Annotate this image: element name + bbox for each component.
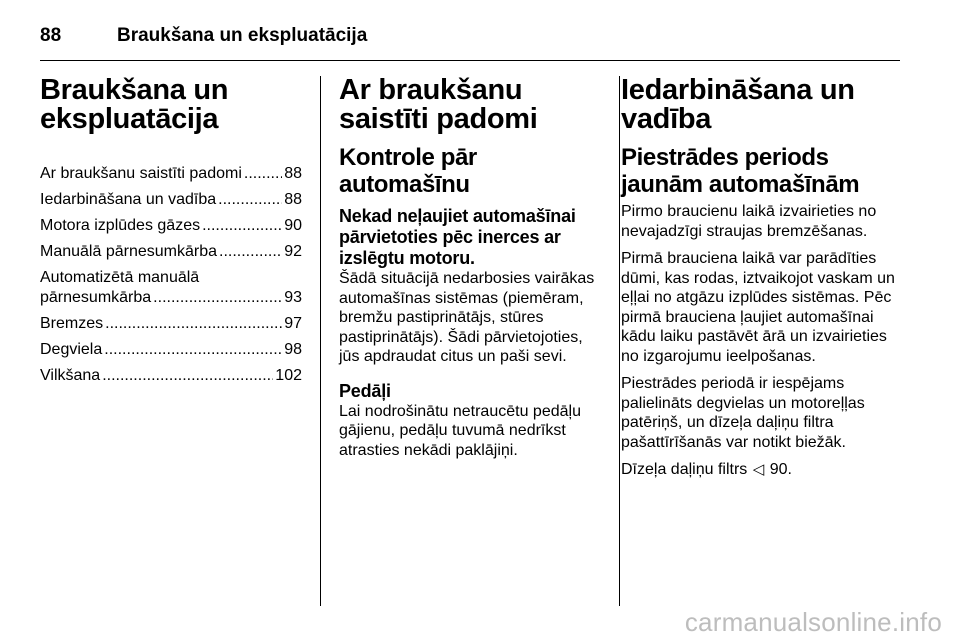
toc-entry-title: Bremzes [40,314,104,332]
column-divider-1 [320,76,321,606]
toc-leader [153,288,282,308]
toc-entry-page: 98 [284,340,302,358]
toc-entry-page: 93 [284,288,302,306]
toc-leader [202,216,282,236]
toc-entry-title: Iedarbināšana un vadība [40,191,217,208]
section2-heading: Pedāļi [339,380,391,401]
toc-entry[interactable] [40,242,302,262]
watermark-text: carmanualsonline.info [684,607,942,637]
section-subheading: Piestrādes periods jaunām automašīnām [621,144,860,198]
column-1 [40,76,302,392]
toc-entry[interactable] [40,340,302,360]
header-rule [40,60,900,61]
toc-entry-page: 88 [284,191,302,208]
chapter-title: Braukšana un ekspluatācija [40,74,229,135]
toc-leader [244,164,282,184]
toc-entry[interactable] [40,314,302,334]
table-of-contents [40,164,302,385]
section1-text: Šādā situācijā nedarbosies vairākas automašīnas sistēmas (piemēram, bremžu pastiprinātājs, stūres pastiprinātājs). Šādi pārvietojoties, jūs apdraudat citus un paši sevi. [339,270,595,365]
section-heading: Iedarbināšana un vadība [621,74,855,135]
section1-heading: Nekad neļaujiet automašīnai pārvietoties pēc inerces ar izslēgtu motoru. [339,206,576,268]
page-header [40,14,900,58]
toc-entry-page: 102 [275,366,302,384]
toc-entry[interactable] [40,366,302,386]
column-2 [339,76,603,468]
paragraph: Pirmo braucienu laikā izvairieties no nevajadzīgi straujas bremzēšanas. [621,203,877,240]
toc-entry-page: 97 [284,314,302,332]
reference-text: Dīzeļa daļiņu filtrs [621,461,748,478]
toc-leader [102,366,273,386]
toc-entry-page: 90 [284,217,302,234]
paragraph: Pirmā brauciena laikā var parādīties dūmi, kas rodas, iztvaikojot vaskam un eļļai no atgāzu izplūdes sistēmas. Pēc pirmā brauciena ļaujiet automašīnai kādu laiku pastāvēt ārā un izvairieties no izgarojumu ieelpošanas. [621,250,895,365]
toc-entry[interactable] [40,164,302,184]
paragraph-reference [621,460,903,480]
page-number: 88 [40,25,62,46]
toc-entry-title: Ar braukšanu saistīti padomi [40,165,242,182]
toc-entry-title-line1: Automatizētā manuālā [40,269,200,286]
section2-text: Lai nodrošinātu netraucētu pedāļu gājienu, pedāļu tuvumā nedrīkst atrasties nekādi paklājiņi. [339,402,581,459]
running-title: Braukšana un ekspluatācija [117,25,368,46]
toc-leader [104,340,282,360]
toc-entry[interactable] [40,268,302,307]
section-subheading: Kontrole pār automašīnu [339,144,477,198]
toc-entry-title: Vilkšana [40,366,101,384]
toc-entry-title-line2: pārnesumkārba [40,288,152,306]
section-heading: Ar braukšanu saistīti padomi [339,74,538,135]
toc-entry[interactable] [40,216,302,236]
toc-leader [218,190,282,210]
column-3 [621,76,903,488]
toc-entry-page: 88 [284,165,302,182]
toc-leader [219,242,282,262]
page-reference-arrow-icon: ◁ [752,461,765,478]
column-divider-2 [619,76,620,606]
toc-entry-title: Motora izplūdes gāzes [40,217,201,234]
reference-page-link[interactable]: 90. [769,461,792,478]
toc-entry[interactable] [40,190,302,210]
toc-entry-title: Manuālā pārnesumkārba [40,243,217,260]
toc-entry-page: 92 [284,243,302,260]
toc-entry-title: Degviela [40,340,103,358]
toc-leader [105,314,282,334]
paragraph: Piestrādes periodā ir iespējams palielināts degvielas un motoreļļas patēriņš, un dīzeļa daļiņu filtra pašattīrīšanās var notikt biežāk. [621,375,865,451]
